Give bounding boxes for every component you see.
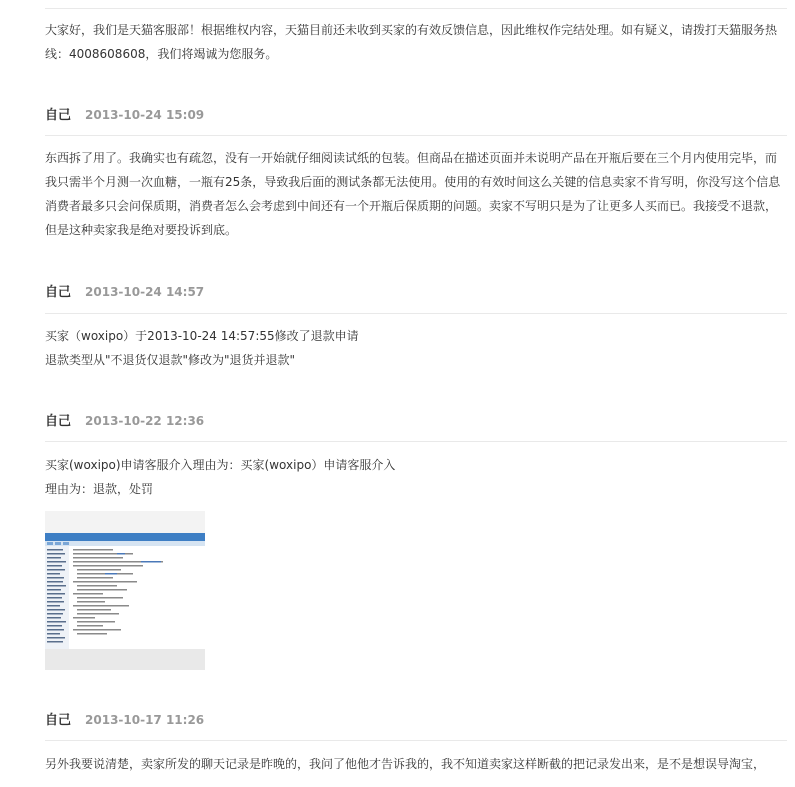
message-header — [45, 104, 204, 124]
message-time: 2013-10-22 12:36 — [85, 414, 205, 428]
message-time: 2013-10-24 14:57 — [85, 285, 205, 299]
message-line: 退款类型从"不退货仅退款"修改为"退货并退款" — [45, 353, 296, 367]
refund-message-thread — [45, 0, 787, 787]
message-header — [45, 281, 204, 301]
message-line: 买家(woxipo)申请客服介入理由为：买家(woxipo）申请客服介入 — [45, 458, 396, 472]
message-text: 东西拆了用了。我确实也有疏忽，没有一开始就仔细阅读试纸的包装。但商品在描述页面并未说明产品在开瓶后要在三个月内使用完毕，而我只需半个月测一次血糖，一瓶有25条，导致我后面的测试条都无法使用。使用的有效时间这么关键的信息卖家不肯写明，你没写这个信息消费者最多只会问保质期，消费者怎么会考虑到中间还有一个开瓶后保质期的问题。卖家不写明只是为了让更多人买而已。我接受不退款，但是这种卖家我是绝对要投诉到底。 — [45, 151, 781, 237]
divider — [45, 441, 787, 442]
screenshot-thumbnail-image — [45, 511, 205, 670]
message-text: 另外我要说清楚，卖家所发的聊天记录是昨晚的，我问了他他才告诉我的，我不知道卖家这样断截的把记录发出来，是不是想误导淘宝， — [45, 757, 766, 771]
message-author: 自己 — [45, 108, 72, 123]
message-header — [45, 410, 204, 430]
divider — [45, 740, 787, 741]
divider — [45, 8, 787, 9]
message-time: 2013-10-24 15:09 — [85, 108, 205, 122]
divider — [45, 135, 787, 136]
message-line: 理由为：退款，处罚 — [45, 482, 154, 496]
message-header — [45, 709, 204, 729]
divider — [45, 313, 787, 314]
message-time: 2013-10-17 11:26 — [85, 713, 205, 727]
message-line: 买家（woxipo）于2013-10-24 14:57:55修改了退款申请 — [45, 329, 359, 343]
screenshot-attachment-thumbnail[interactable] — [45, 511, 205, 670]
message-author: 自己 — [45, 713, 72, 728]
message-author: 自己 — [45, 414, 72, 429]
message-author: 自己 — [45, 285, 72, 300]
message-text: 大家好，我们是天猫客服部！根据维权内容，天猫目前还未收到买家的有效反馈信息，因此维权作完结处理。如有疑义，请拨打天猫服务热线：4008608608，我们将竭诚为您服务。 — [45, 23, 778, 61]
